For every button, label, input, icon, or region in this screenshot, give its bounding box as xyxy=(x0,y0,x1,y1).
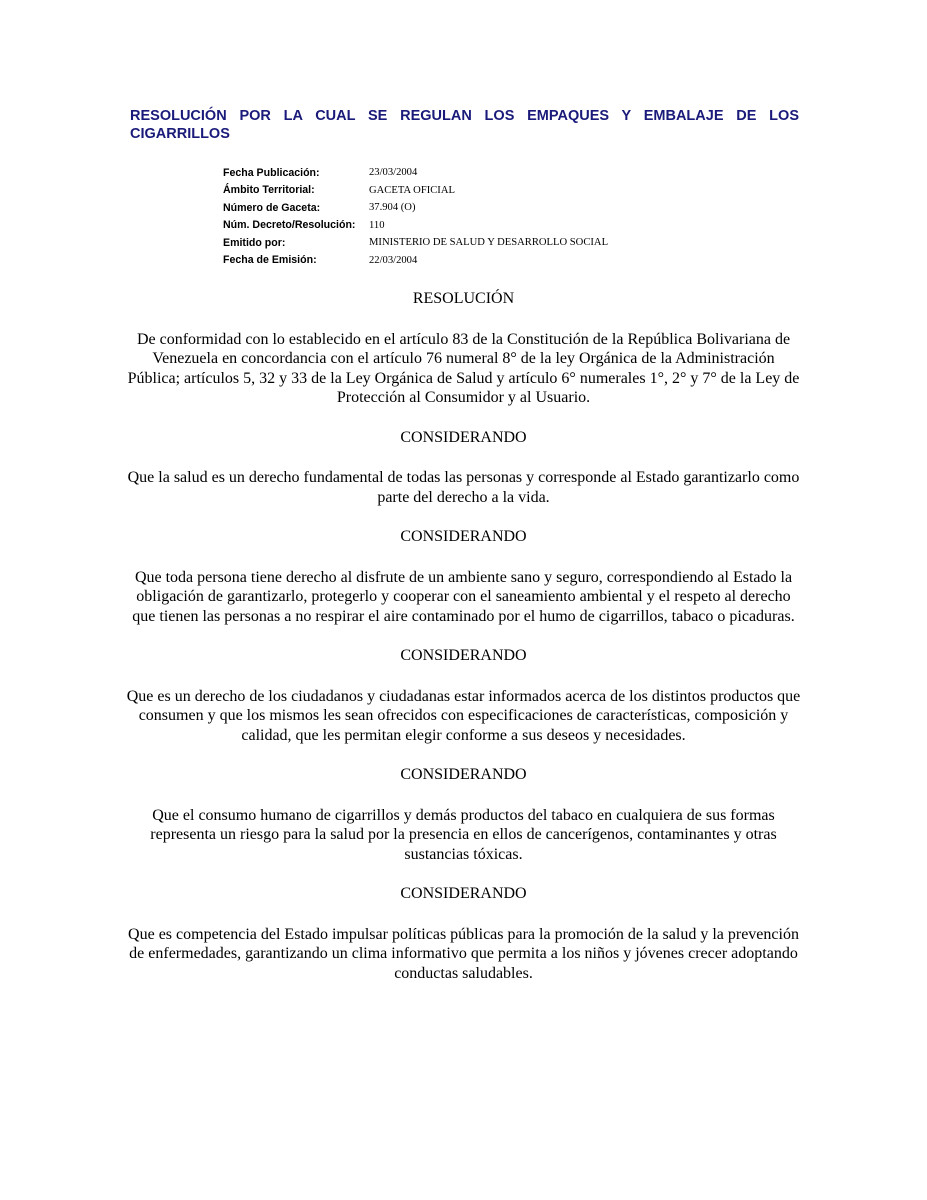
section-heading: CONSIDERANDO xyxy=(400,885,527,902)
section-paragraph: De conformidad con lo establecido en el artículo 83 de la Constitución de la República Bolivariana de Venezuela en concordancia con el artículo 76 numeral 8° de la ley Orgánica de la Administración Pública; artículos 5, 32 y 33 de la Ley Orgánica de Salud y artículo 6° numerales 1°, 2° y 7° de la Ley de Protección al Consumidor y al Usuario. xyxy=(127,330,800,406)
metadata-row-territorial-scope xyxy=(223,182,608,200)
metadata-row-resolution-number xyxy=(223,217,608,235)
metadata-label: Número de Gaceta: xyxy=(223,201,321,214)
metadata-row-gazette-number xyxy=(223,199,608,217)
metadata-value: 110 xyxy=(369,219,385,231)
section-heading: CONSIDERANDO xyxy=(400,528,527,545)
metadata-value: 37.904 (O) xyxy=(369,202,416,214)
metadata-value: 23/03/2004 xyxy=(369,167,418,179)
document-body xyxy=(125,289,802,1003)
metadata-row-issue-date xyxy=(223,252,608,270)
section-paragraph: Que la salud es un derecho fundamental de todas las personas y corresponde al Estado garantizarlo como parte del derecho a la vida. xyxy=(127,469,800,506)
metadata-label: Núm. Decreto/Resolución: xyxy=(223,219,356,232)
section-heading: RESOLUCIÓN xyxy=(412,290,515,307)
metadata-label: Emitido por: xyxy=(223,236,286,249)
section-heading: CONSIDERANDO xyxy=(400,428,527,446)
metadata-label: Ámbito Territorial: xyxy=(223,184,315,197)
metadata-value: MINISTERIO DE SALUD Y DESARROLLO SOCIAL xyxy=(369,237,609,249)
section-paragraph: Que toda persona tiene derecho al disfrute de un ambiente sano y seguro, correspondiendo al Estado la obligación de garantizarlo, protegerlo y cooperar con el saneamiento ambiental y el respeto al derecho que tienen las personas a no respirar el aire contaminado por el humo de cigarrillos, tabaco o picaduras. xyxy=(132,568,795,625)
metadata-label: Fecha Publicación: xyxy=(223,166,320,179)
metadata-value: GACETA OFICIAL xyxy=(369,184,455,196)
section-paragraph: Que el consumo humano de cigarrillos y demás productos del tabaco en cualquiera de sus formas representa un riesgo para la salud por la presencia en ellos de cancerígenos, contaminantes y otras sustancias tóxicas. xyxy=(150,806,777,863)
metadata-value: 22/03/2004 xyxy=(369,254,418,266)
metadata-row-publication-date xyxy=(223,164,608,182)
document-title: RESOLUCIÓN POR LA CUAL SE REGULAN LOS EMPAQUES Y EMBALAJE DE LOS CIGARRILLOS xyxy=(130,108,799,142)
metadata-label: Fecha de Emisión: xyxy=(223,254,317,267)
metadata-table xyxy=(223,164,608,269)
section-heading: CONSIDERANDO xyxy=(400,647,527,664)
section-paragraph: Que es competencia del Estado impulsar políticas públicas para la promoción de la salud y la prevención de enfermedades, garantizando un clima informativo que permita a los niños y jóvenes crecer adoptando conductas saludables. xyxy=(128,925,799,982)
section-paragraph: Que es un derecho de los ciudadanos y ciudadanas estar informados acerca de los distintos productos que consumen y que los mismos les sean ofrecidos con especificaciones de características, composición y calidad, que les permitan elegir conforme a sus deseos y necesidades. xyxy=(126,687,801,744)
metadata-row-issued-by xyxy=(223,234,608,252)
section-heading: CONSIDERANDO xyxy=(400,766,527,783)
